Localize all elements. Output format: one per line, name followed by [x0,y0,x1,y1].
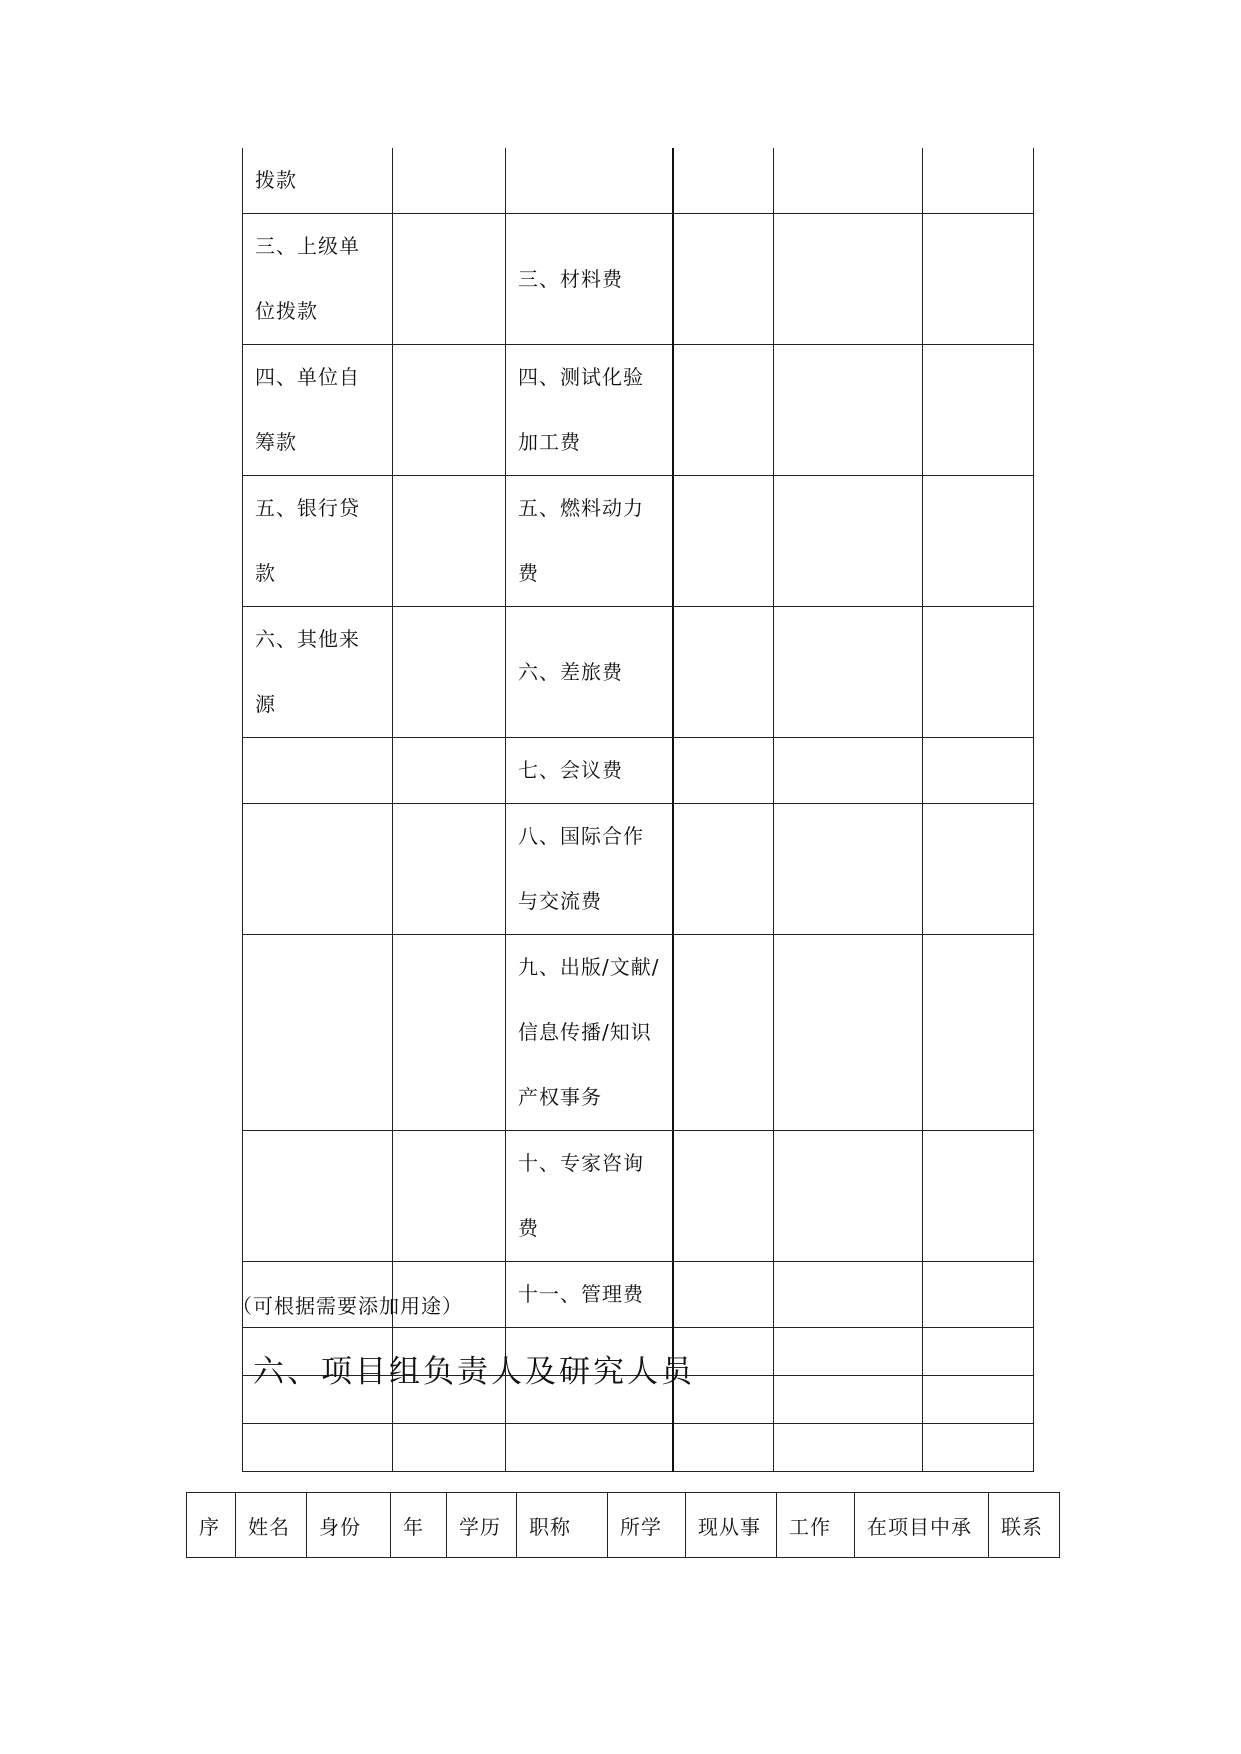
budget-cell [673,345,774,476]
budget-cell [393,804,506,935]
budget-cell [673,476,774,607]
budget-cell [673,1262,774,1328]
budget-cell [393,148,506,214]
budget-row [243,804,1034,935]
budget-row [243,476,1034,607]
budget-cell: 十一、管理费 [506,1262,673,1328]
budget-cell [393,1424,506,1472]
staff-header-cell: 联系 [989,1493,1060,1558]
budget-row [243,1131,1034,1262]
budget-cell [673,148,774,214]
budget-cell [673,1131,774,1262]
budget-cell [243,1424,393,1472]
budget-cell: 三、材料费 [506,214,673,345]
budget-cell [774,1376,923,1424]
budget-cell [774,148,923,214]
staff-header-row [187,1493,1060,1558]
staff-table [186,1492,1060,1558]
budget-cell: 七、会议费 [506,738,673,804]
budget-row [243,214,1034,345]
budget-cell [774,738,923,804]
staff-header-cell: 年 [391,1493,447,1558]
budget-cell [774,345,923,476]
budget-cell: 拨款 [243,148,393,214]
budget-cell [393,607,506,738]
budget-cell: 四、单位自筹款 [243,345,393,476]
budget-cell [923,935,1034,1131]
budget-cell [923,1328,1034,1376]
budget-cell [393,738,506,804]
budget-cell [393,935,506,1131]
budget-row [243,1424,1034,1472]
budget-cell [673,804,774,935]
staff-header-cell: 学历 [447,1493,517,1558]
budget-cell: 十、专家咨询费 [506,1131,673,1262]
budget-cell [774,1262,923,1328]
staff-header-cell: 在项目中承 [855,1493,989,1558]
budget-row [243,738,1034,804]
budget-cell [774,804,923,935]
budget-cell [243,738,393,804]
budget-cell [923,214,1034,345]
budget-cell [923,345,1034,476]
budget-cell [393,476,506,607]
budget-cell [243,1131,393,1262]
budget-cell [673,935,774,1131]
staff-header-cell: 职称 [517,1493,608,1558]
budget-cell [923,476,1034,607]
budget-cell: 五、燃料动力费 [506,476,673,607]
budget-cell [774,476,923,607]
budget-cell [923,1376,1034,1424]
budget-cell [923,804,1034,935]
budget-cell [774,607,923,738]
staff-header-cell: 身份 [307,1493,391,1558]
budget-row [243,345,1034,476]
budget-table-body [243,148,1034,1472]
budget-cell [393,345,506,476]
budget-cell: 四、测试化验加工费 [506,345,673,476]
budget-cell [506,1424,673,1472]
budget-cell [923,1131,1034,1262]
staff-header-cell: 所学 [608,1493,686,1558]
budget-cell: 六、差旅费 [506,607,673,738]
budget-cell [923,607,1034,738]
staff-header-cell: 工作 [777,1493,855,1558]
budget-table [242,148,1034,1472]
budget-cell [243,804,393,935]
budget-cell [923,738,1034,804]
budget-cell [774,1131,923,1262]
budget-cell [774,214,923,345]
section-title: 六、项目组负责人及研究人员 [253,1354,695,1390]
budget-cell [673,607,774,738]
budget-cell [923,1424,1034,1472]
budget-cell [243,935,393,1131]
budget-cell [673,1424,774,1472]
budget-cell: 六、其他来源 [243,607,393,738]
budget-cell [774,1424,923,1472]
budget-cell [923,1262,1034,1328]
staff-header-cell: 姓名 [236,1493,307,1558]
budget-cell [774,1328,923,1376]
note-text: （可根据需要添加用途） [232,1294,463,1318]
budget-cell: 八、国际合作与交流费 [506,804,673,935]
budget-cell: 五、银行贷款 [243,476,393,607]
budget-cell: 三、上级单位拨款 [243,214,393,345]
budget-cell [923,148,1034,214]
budget-row [243,607,1034,738]
budget-row [243,935,1034,1131]
staff-header-cell: 序 [187,1493,236,1558]
budget-cell [506,148,673,214]
budget-cell [393,1131,506,1262]
budget-cell [393,214,506,345]
budget-cell [673,738,774,804]
budget-row [243,148,1034,214]
staff-header-cell: 现从事 [686,1493,777,1558]
budget-cell [774,935,923,1131]
budget-cell: 九、出版/文献/信息传播/知识产权事务 [506,935,673,1131]
budget-cell [673,214,774,345]
